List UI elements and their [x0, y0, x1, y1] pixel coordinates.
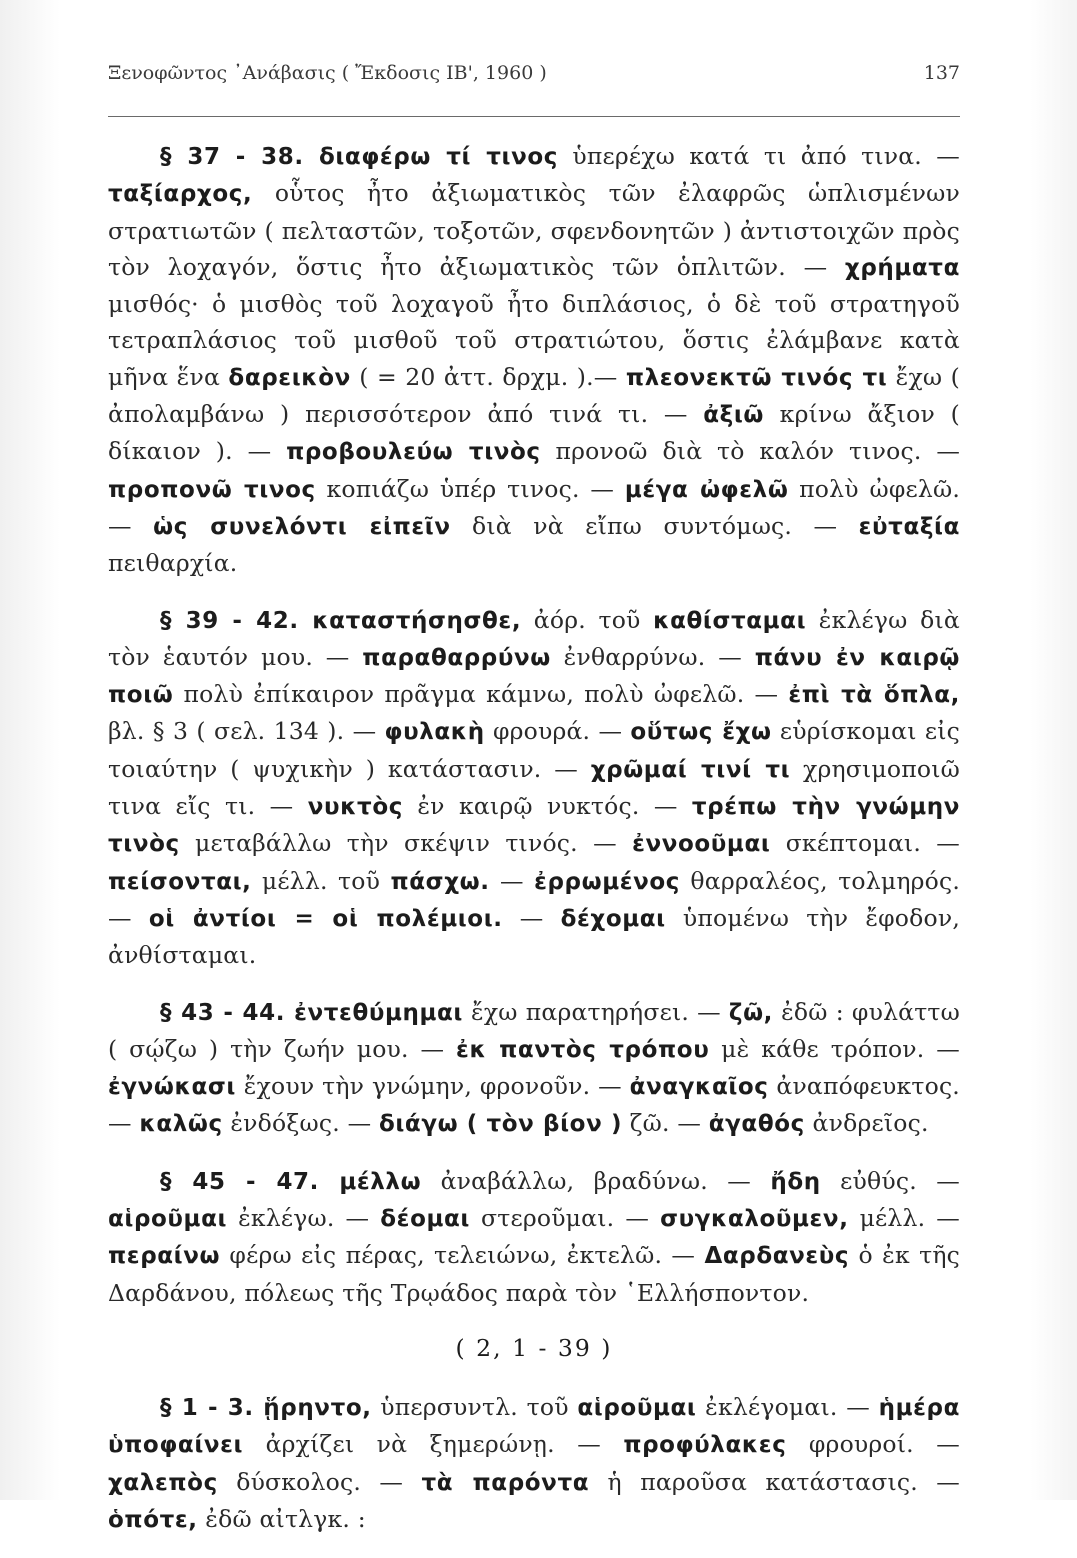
- gloss-paragraph-39-42: [108, 602, 960, 974]
- gloss-text: διὰ νὰ εἴπω συντόμως. —: [450, 511, 859, 540]
- lemma-term: ταξίαρχος,: [108, 181, 253, 208]
- gloss-text: εὑρίσκομαι εἰς τοιαύτην ( ψυχικὴν ) κατάστασιν. —: [108, 717, 961, 783]
- lemma-term: ὡς συνελόντι εἰπεῖν: [153, 513, 451, 540]
- gloss-text: κοπιάζω ὑπέρ τινος. —: [315, 474, 625, 503]
- lemma-term: χαλεπὸς: [108, 1469, 218, 1496]
- section-heading-text: ( 2, 1 - 39 ): [455, 1333, 613, 1362]
- gloss-text: βλ. § 3 ( σελ. 134 ). —: [108, 717, 385, 746]
- gloss-text: μισθός· ὁ μισθὸς τοῦ λοχαγοῦ ἦτο διπλάσιος, ὁ δὲ τοῦ στρατηγοῦ τετραπλάσιος τοῦ μισθοῦ τοῦ στρατιώτου, ὅστις ἐλάμβανε κατὰ μῆνα ἕνα: [108, 290, 960, 391]
- gloss-text: ἔχουν τὴν γνώμην, φρονοῦν. —: [235, 1072, 630, 1101]
- lemma-term: προβουλεύω τινὸς: [286, 439, 541, 466]
- lemma-term: φυλακὴ: [384, 719, 485, 746]
- lemma-term: πείσονται,: [108, 868, 252, 895]
- lemma-term: καθίσταμαι: [653, 607, 807, 634]
- gloss-text: ἔχω παρατηρήσει. —: [462, 997, 729, 1026]
- gloss-text: ἐνθαρρύνω. —: [550, 642, 755, 671]
- lemma-term: ὁπότε,: [108, 1506, 198, 1533]
- gloss-text: δύσκολος. —: [217, 1467, 422, 1496]
- gloss-text: οὗτος ἦτο ἀξιωματικὸς τῶν ἐλαφρῶς ὡπλισμένων στρατιωτῶν ( πελταστῶν, τοξοτῶν, σφενδονητῶν ) ἀντιστοιχῶν πρὸς τὸν λοχαγόν, ὅστις ἦτο ἀξιωματικὸς τῶν ὁπλιτῶν. —: [108, 179, 960, 281]
- gloss-text: ἀνδρεῖος.: [804, 1109, 929, 1138]
- gloss-text: θαρραλέος, τολμηρός. —: [108, 866, 960, 932]
- lemma-term: προφύλακες: [623, 1432, 787, 1459]
- gloss-text: ἐκλέγομαι. —: [696, 1392, 879, 1421]
- section-heading: [108, 1331, 960, 1365]
- gloss-text: ἐνδόξως. —: [222, 1109, 379, 1138]
- gloss-text: ἐκλέγω. —: [227, 1204, 381, 1233]
- gloss-text: ὑπερσυντλ. τοῦ: [371, 1392, 578, 1421]
- lemma-term: ἐκ παντὸς τρόπου: [456, 1036, 710, 1063]
- running-title: Ξενοφῶντος ᾿Ανάβασις ( Ἔκδοσις ΙΒ', 1960 ): [108, 62, 547, 84]
- gloss-text: εὐθύς. —: [820, 1166, 960, 1195]
- lemma-term: § 45 - 47. μέλλω: [160, 1168, 422, 1195]
- page-number: 137: [923, 62, 960, 84]
- gloss-text: μέλλ. τοῦ: [251, 866, 391, 895]
- lemma-term: § 1 - 3. ᾕρηντο,: [160, 1394, 372, 1421]
- gloss-text: ἀναβάλλω, βραδύνω. —: [421, 1166, 771, 1195]
- lemma-term: καλῶς: [139, 1111, 223, 1138]
- lemma-term: οὕτως ἔχω: [630, 719, 772, 746]
- gloss-text: πολὺ ὠφελῶ. —: [108, 474, 960, 540]
- gloss-text: ἀρχίζει νὰ ξημερώνῃ. —: [243, 1430, 624, 1459]
- header-rule: [108, 116, 960, 117]
- lemma-term: § 39 - 42. καταστήσησθε,: [160, 607, 522, 634]
- lemma-term: ἐπὶ τὰ ὅπλα,: [788, 682, 960, 709]
- lemma-term: ἐννοοῦμαι: [632, 831, 771, 858]
- gloss-text: χρησιμοποιῶ τινα εἴς τι. —: [108, 754, 960, 821]
- gloss-paragraph-43-44: [108, 994, 960, 1143]
- lemma-term: συγκαλοῦμεν,: [660, 1206, 849, 1233]
- gloss-text: ὁ ἐκ τῆς Δαρδάνου, πόλεως τῆς Τρῳάδος παρὰ τὸν ῾Ελλήσποντον.: [108, 1241, 960, 1307]
- gloss-text: μέλλ. —: [848, 1204, 960, 1233]
- lemma-term: πάσχω.: [390, 868, 490, 895]
- lemma-term: οἱ ἀντίοι = οἱ πολέμιοι.: [148, 905, 503, 932]
- lemma-term: δέομαι: [380, 1206, 470, 1233]
- gloss-text: ἐδῶ αἰτλγκ. :: [197, 1504, 366, 1533]
- lemma-term: ἀναγκαῖος: [629, 1074, 769, 1101]
- gloss-text: ( = 20 ἀττ. δρχμ. ).—: [350, 362, 626, 391]
- lemma-term: χρήματα: [844, 254, 960, 281]
- gloss-paragraph-1-3: [108, 1389, 960, 1538]
- lemma-term: αἱροῦμαι: [108, 1206, 228, 1233]
- gloss-text: ὑπερέχω κατά τι ἀπό τινα. —: [558, 142, 960, 170]
- lemma-term: Δαρδανεὺς: [704, 1243, 850, 1270]
- gloss-text: φρουροί. —: [786, 1430, 960, 1459]
- gloss-text: ἐν καιρῷ νυκτός. —: [402, 792, 692, 821]
- lemma-term: δέχομαι: [560, 905, 666, 932]
- gloss-text: ζῶ. —: [622, 1109, 709, 1138]
- lemma-term: ἡμέρα ὑποφαίνει: [108, 1394, 960, 1459]
- gloss-text: μεταβάλλω τὴν σκέψιν τινός. —: [179, 829, 633, 858]
- gloss-text: ἀόρ. τοῦ: [521, 605, 654, 634]
- lemma-term: πλεονεκτῶ τινός τι: [625, 364, 888, 391]
- running-header: [108, 62, 960, 84]
- gloss-text: —: [502, 903, 561, 932]
- gloss-text: —: [489, 866, 535, 895]
- gloss-text: ὑπομένω τὴν ἔφοδον, ἀνθίσταμαι.: [108, 903, 960, 970]
- lemma-term: πάνυ ἐν καιρῷ ποιῶ: [108, 644, 960, 709]
- lemma-term: ἐγνώκασι: [108, 1074, 236, 1101]
- lemma-term: ἀξιῶ: [703, 402, 765, 429]
- lemma-term: § 43 - 44. ἐντεθύμημαι: [160, 999, 463, 1026]
- gloss-text: στεροῦμαι. —: [469, 1204, 661, 1233]
- lemma-term: ζῶ,: [728, 999, 774, 1026]
- gloss-text: ἐκλέγω διὰ τὸν ἑαυτόν μου. —: [108, 605, 960, 671]
- gloss-text: ἡ παροῦσα κατάστασις. —: [589, 1467, 960, 1496]
- gloss-text: φέρω εἰς πέρας, τελειώνω, ἐκτελῶ. —: [220, 1241, 705, 1270]
- gloss-text: προνοῶ διὰ τὸ καλόν τινος. —: [540, 437, 961, 466]
- lemma-term: εὐταξία: [858, 513, 960, 540]
- lemma-term: ἐρρωμένος: [534, 868, 681, 895]
- gloss-text: ἔχω ( ἀπολαμβάνω ) περισσότερον ἀπό τινά τι. —: [108, 362, 961, 429]
- gloss-text: φρουρά. —: [484, 717, 631, 746]
- gloss-paragraph-37-38: [108, 138, 960, 582]
- gloss-text: κρίνω ἄξιον ( δίκαιον ). —: [108, 400, 960, 466]
- lemma-term: νυκτὸς: [307, 794, 403, 821]
- gloss-text: σκέπτομαι. —: [770, 829, 960, 858]
- lemma-term: παραθαρρύνω: [362, 644, 551, 671]
- lemma-term: περαίνω: [108, 1243, 221, 1270]
- gloss-paragraph-45-47: [108, 1163, 960, 1311]
- gloss-text: ἀναπόφευκτος. —: [108, 1072, 960, 1138]
- gloss-text: μὲ κάθε τρόπον. —: [709, 1034, 960, 1063]
- gloss-text: πειθαρχία.: [108, 549, 238, 578]
- page-body: [108, 138, 960, 1558]
- lemma-term: ἀγαθός: [708, 1111, 805, 1138]
- gloss-text: πολὺ ἐπίκαιρον πρᾶγμα κάμνω, πολὺ ὠφελῶ. —: [173, 680, 789, 709]
- lemma-term: προπονῶ τινος: [108, 476, 316, 503]
- lemma-term: μέγα ὠφελῶ: [624, 476, 789, 503]
- lemma-term: δαρεικὸν: [228, 364, 351, 391]
- lemma-term: § 37 - 38. διαφέρω τί τινος: [160, 144, 559, 170]
- lemma-term: ἤδη: [770, 1168, 821, 1195]
- gloss-text: ἐδῶ : φυλάττω ( σῴζω ) τὴν ζωήν μου. —: [108, 997, 960, 1063]
- lemma-term: διάγω ( τὸν βίον ): [378, 1111, 623, 1138]
- lemma-term: αἱροῦμαι: [577, 1394, 697, 1421]
- lemma-term: χρῶμαί τινί τι: [590, 756, 791, 783]
- lemma-term: τὰ παρόντα: [421, 1469, 590, 1496]
- lemma-term: τρέπω τὴν γνώμην τινὸς: [108, 794, 960, 858]
